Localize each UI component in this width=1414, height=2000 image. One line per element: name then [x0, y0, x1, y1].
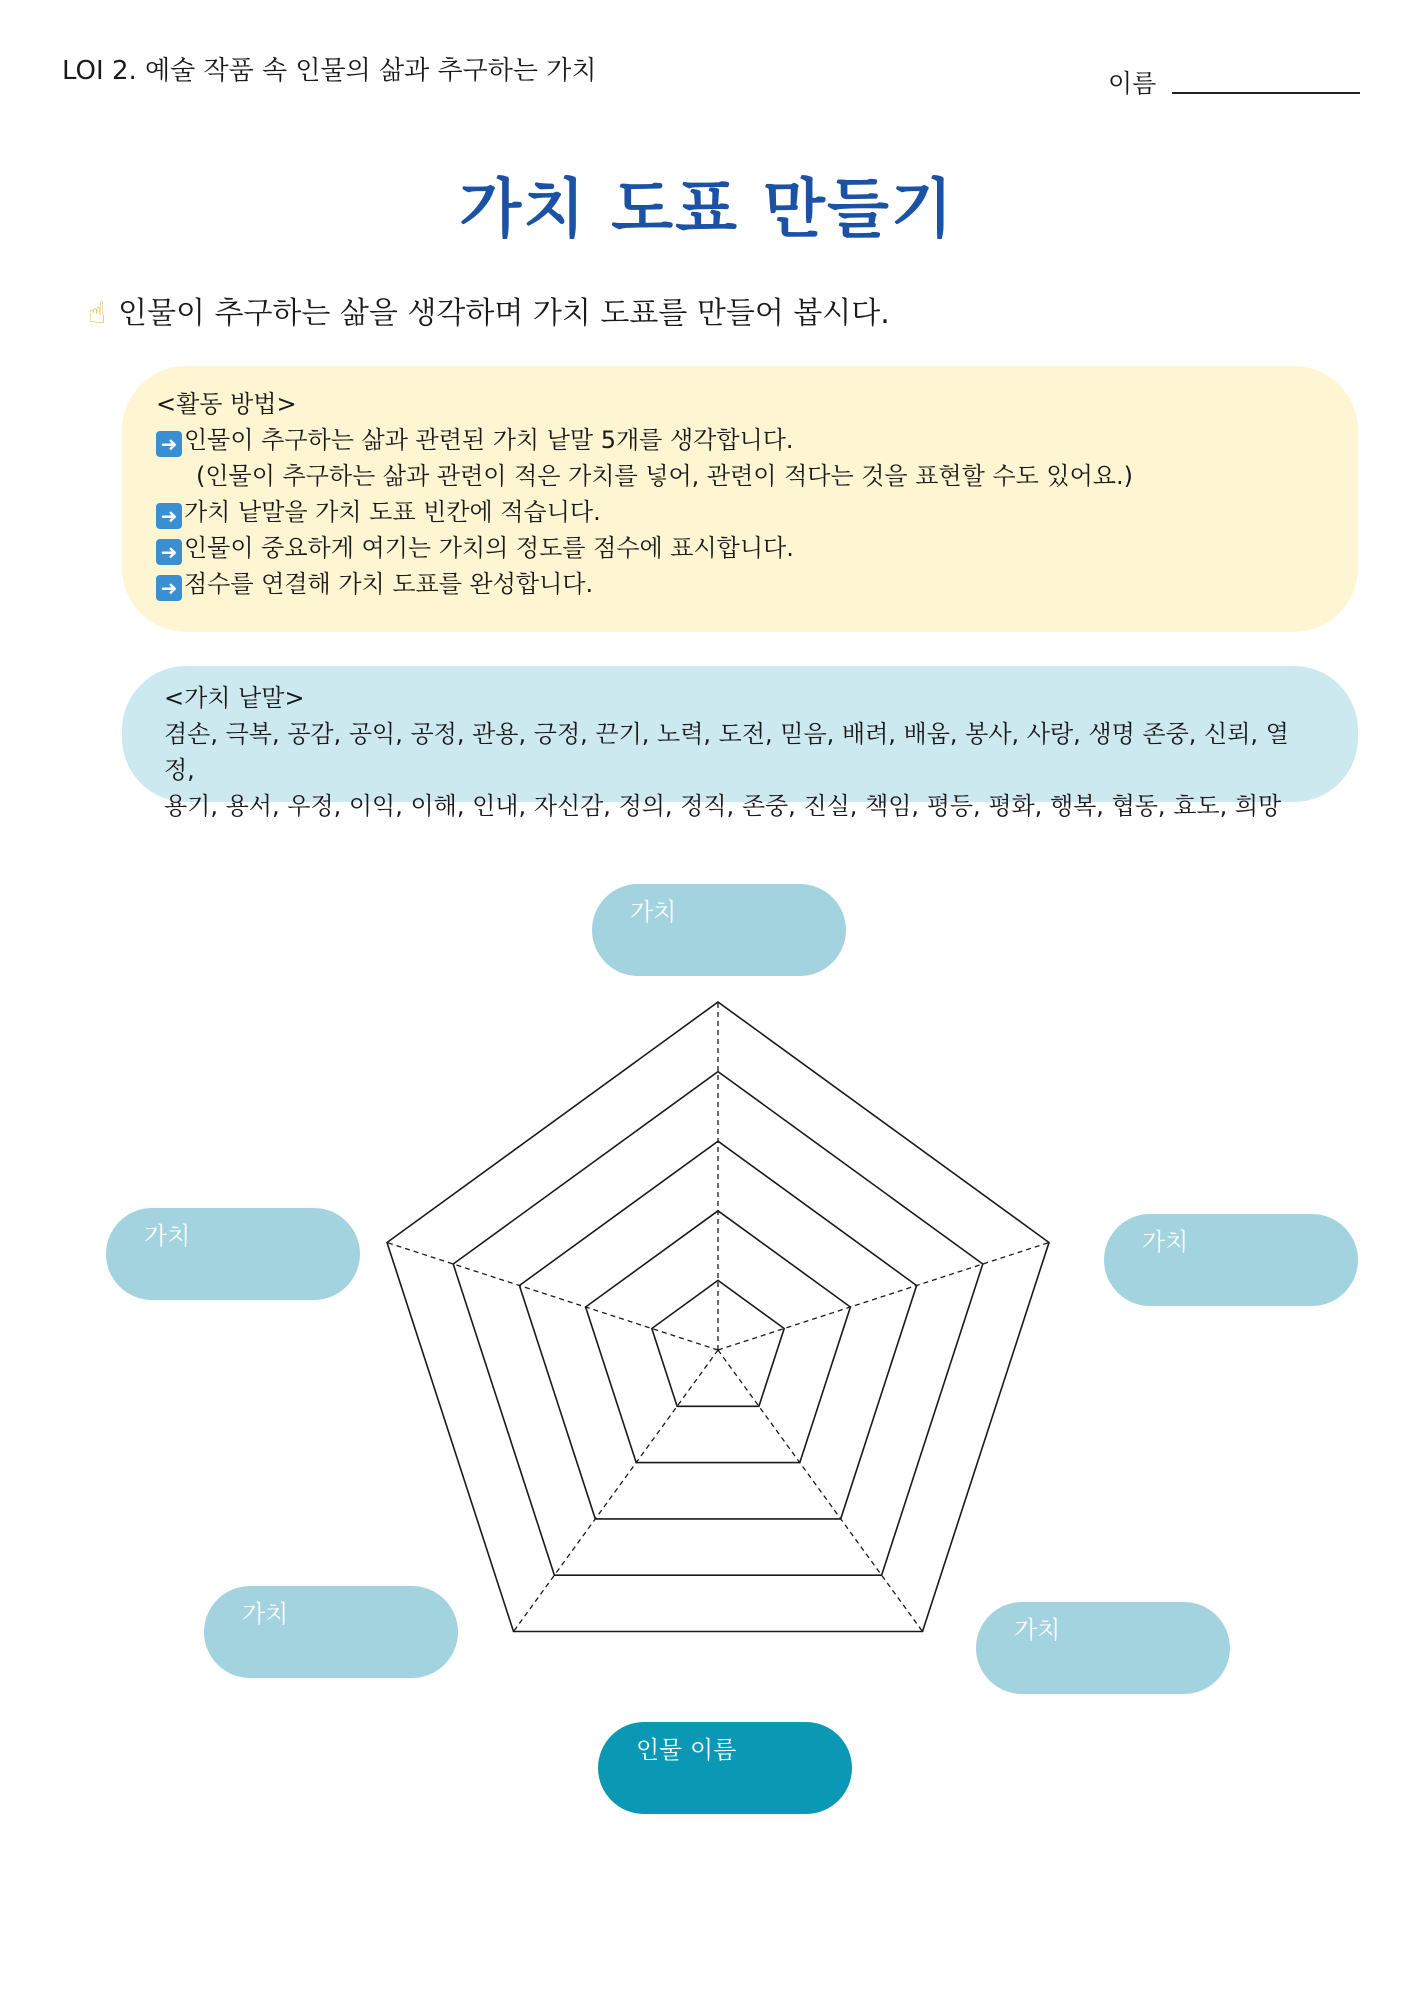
value-box-top[interactable]: 가치 — [592, 884, 846, 976]
value-box-left[interactable]: 가치 — [106, 1208, 360, 1300]
value-box-right[interactable]: 가치 — [1104, 1214, 1358, 1306]
radar-axis-4 — [514, 1350, 719, 1632]
value-box-bottom-right[interactable]: 가치 — [976, 1602, 1230, 1694]
character-name-box[interactable]: 인물 이름 — [598, 1722, 852, 1814]
method-step-text: 인물이 추구하는 삶과 관련된 가치 낱말 5개를 생각합니다. — [184, 426, 794, 454]
arrow-right-icon: ➜ — [156, 431, 182, 457]
name-label: 이름 — [1108, 69, 1157, 98]
radar-axis-3 — [718, 1350, 923, 1632]
radar-axis-2 — [718, 1243, 1049, 1351]
radar-ring-1 — [652, 1280, 784, 1406]
words-title: <가치 낱말> — [164, 684, 305, 712]
arrow-right-icon: ➜ — [156, 539, 182, 565]
method-step-text: 인물이 중요하게 여기는 가치의 정도를 점수에 표시합니다. — [184, 534, 794, 562]
radar-grid — [387, 1002, 1049, 1632]
arrow-right-icon: ➜ — [156, 575, 182, 601]
pointing-hand-icon: ☝ — [88, 296, 107, 331]
method-note: (인물이 추구하는 삶과 관련이 적은 가치를 넣어, 관련이 적다는 것을 표현할 수도 있어요.) — [196, 462, 1133, 490]
arrow-right-icon: ➜ — [156, 503, 182, 529]
method-step-text: 가치 낱말을 가치 도표 빈칸에 적습니다. — [184, 498, 601, 526]
page-title: 가치 도표 만들기 — [459, 173, 955, 247]
radar-axis-5 — [387, 1243, 718, 1351]
words-line-2: 용기, 용서, 우정, 이익, 이해, 인내, 자신감, 정의, 정직, 존중, 진실, 책임, 평등, 평화, 행복, 협동, 효도, 희망 — [164, 792, 1282, 820]
worksheet-subject: LOI 2. 예술 작품 속 인물의 삶과 추구하는 가치 — [62, 56, 597, 86]
value-box-bottom-left[interactable]: 가치 — [204, 1586, 458, 1678]
method-title: <활동 방법> — [156, 390, 297, 418]
method-step-text: 점수를 연결해 가치 도표를 완성합니다. — [184, 570, 594, 598]
words-line-1: 겸손, 극복, 공감, 공익, 공정, 관용, 긍정, 끈기, 노력, 도전, 믿음, 배려, 배움, 봉사, 사랑, 생명 존중, 신뢰, 열정, — [164, 720, 1289, 784]
instruction-text: 인물이 추구하는 삶을 생각하며 가치 도표를 만들어 봅시다. — [118, 296, 890, 331]
